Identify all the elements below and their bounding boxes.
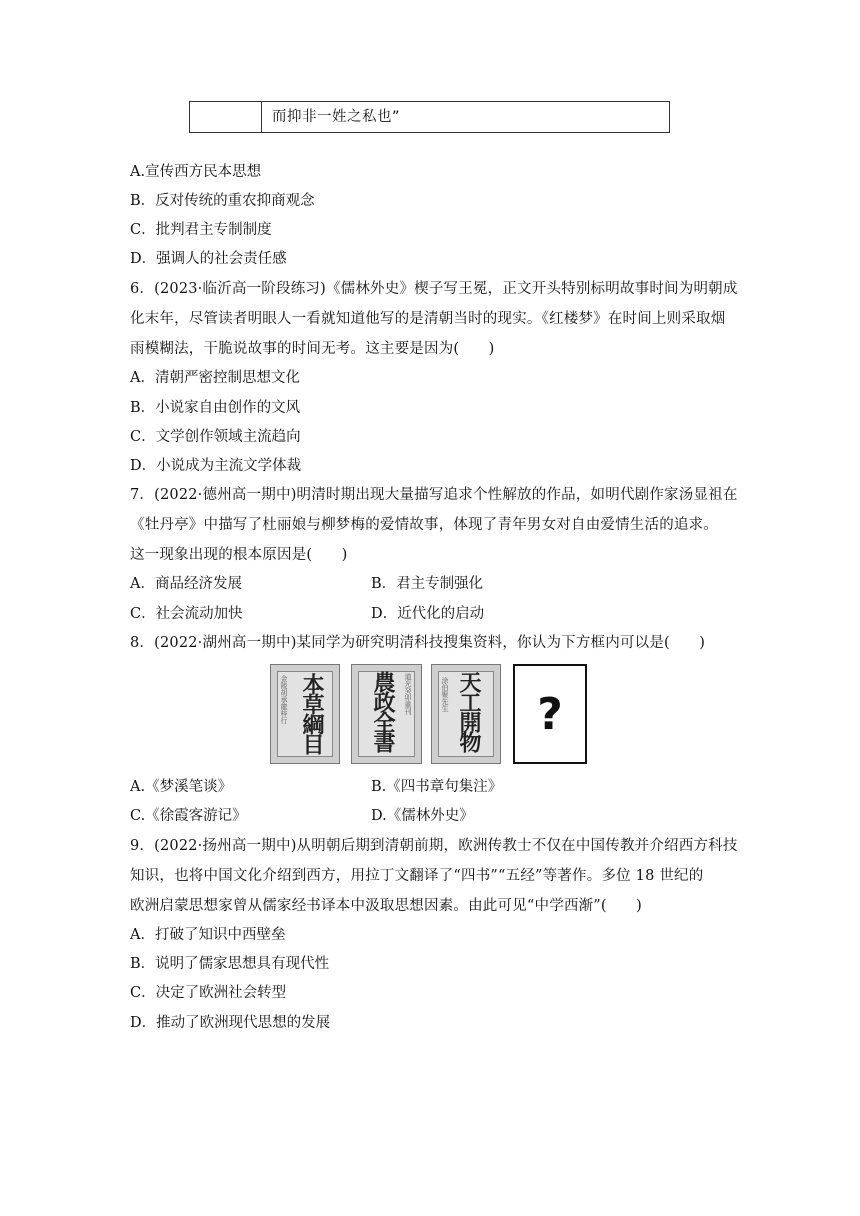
book-cover-bencao-gangmu: 金陵胡承龍梓行 本草綱目	[270, 664, 340, 764]
q9-stem-line-1: 9．(2022·扬州高一期中)从明朝后期到清朝前期，欧洲传教士不仅在中国传教并介绍西方科技	[130, 838, 738, 854]
q7-stem-line-2: 《牡丹亭》中描写了杜丽娘与柳梦梅的爱情故事，体现了青年男女对自由爱情生活的追求。	[130, 517, 718, 533]
book-cover-tiangong-kaiwu: 涂伯聚先生 天工開物	[431, 664, 501, 764]
q5-option-d: D．强调人的社会责任感	[130, 251, 287, 267]
q6-stem-line-3: 雨模糊法，干脆说故事的时间无考。这主要是因为( )	[130, 341, 495, 357]
q9-option-a: A．打破了知识中西壁垒	[130, 927, 286, 943]
q6-stem-line-2: 化末年，尽管读者明眼人一看就知道他写的是清朝当时的现实。《红楼梦》在时间上则采取烟	[130, 311, 726, 327]
q5-option-c: C．批判君主专制制度	[130, 222, 272, 238]
table-cell-empty	[190, 102, 262, 132]
q9-stem-line-2: 知识，也将中国文化介绍到西方，用拉丁文翻译了“四书”“五经”等著作。多位 18 世纪的	[130, 868, 704, 884]
table-cell-quote: 而抑非一姓之私也”	[272, 109, 401, 125]
q6-option-c: C．文学创作领域主流趋向	[130, 429, 301, 445]
q8-option-b: B.《四书章句集注》	[371, 779, 503, 795]
q7-stem-line-3: 这一现象出现的根本原因是( )	[130, 547, 348, 563]
q5-option-b: B．反对传统的重农抑商观念	[130, 193, 315, 209]
question-mark-icon: ?	[537, 688, 563, 740]
q8-stem: 8．(2022·湖州高一期中)某同学为研究明清科技搜集资料，你认为下方框内可以是( )	[130, 635, 706, 651]
table-fragment	[189, 101, 670, 133]
q7-option-d: D．近代化的启动	[371, 606, 485, 622]
q6-option-a: A．清朝严密控制思想文化	[130, 370, 300, 386]
q9-option-b: B．说明了儒家思想具有现代性	[130, 956, 330, 972]
q9-option-d: D．推动了欧洲现代思想的发展	[130, 1015, 331, 1031]
q8-option-a: A.《梦溪笔谈》	[130, 779, 233, 795]
q9-option-c: C．决定了欧洲社会转型	[130, 985, 287, 1001]
q7-option-b: B．君主专制强化	[371, 576, 484, 592]
book-cover-nongzheng-quanshu: 道光癸卯重刊 農政全書	[351, 664, 422, 764]
placeholder-box	[513, 664, 587, 764]
q7-option-a: A．商品经济发展	[130, 576, 242, 592]
q6-option-b: B．小说家自由创作的文风	[130, 400, 301, 416]
q7-stem-line-1: 7．(2022·德州高一期中)明清时期出现大量描写追求个性解放的作品，如明代剧作家汤显祖在	[130, 487, 738, 503]
q7-option-c: C．社会流动加快	[130, 606, 243, 622]
q6-option-d: D．小说成为主流文学体裁	[130, 458, 302, 474]
q5-option-a: A.宣传西方民本思想	[130, 164, 262, 180]
q8-option-c: C.《徐霞客游记》	[130, 808, 247, 824]
q9-stem-line-3: 欧洲启蒙思想家曾从儒家经书译本中汲取思想因素。由此可见“中学西渐”( )	[130, 898, 643, 914]
q6-stem-line-1: 6．(2023·临沂高一阶段练习)《儒林外史》楔子写王冕，正文开头特别标明故事时间为明朝成	[130, 281, 738, 297]
q8-option-d: D.《儒林外史》	[371, 808, 474, 824]
